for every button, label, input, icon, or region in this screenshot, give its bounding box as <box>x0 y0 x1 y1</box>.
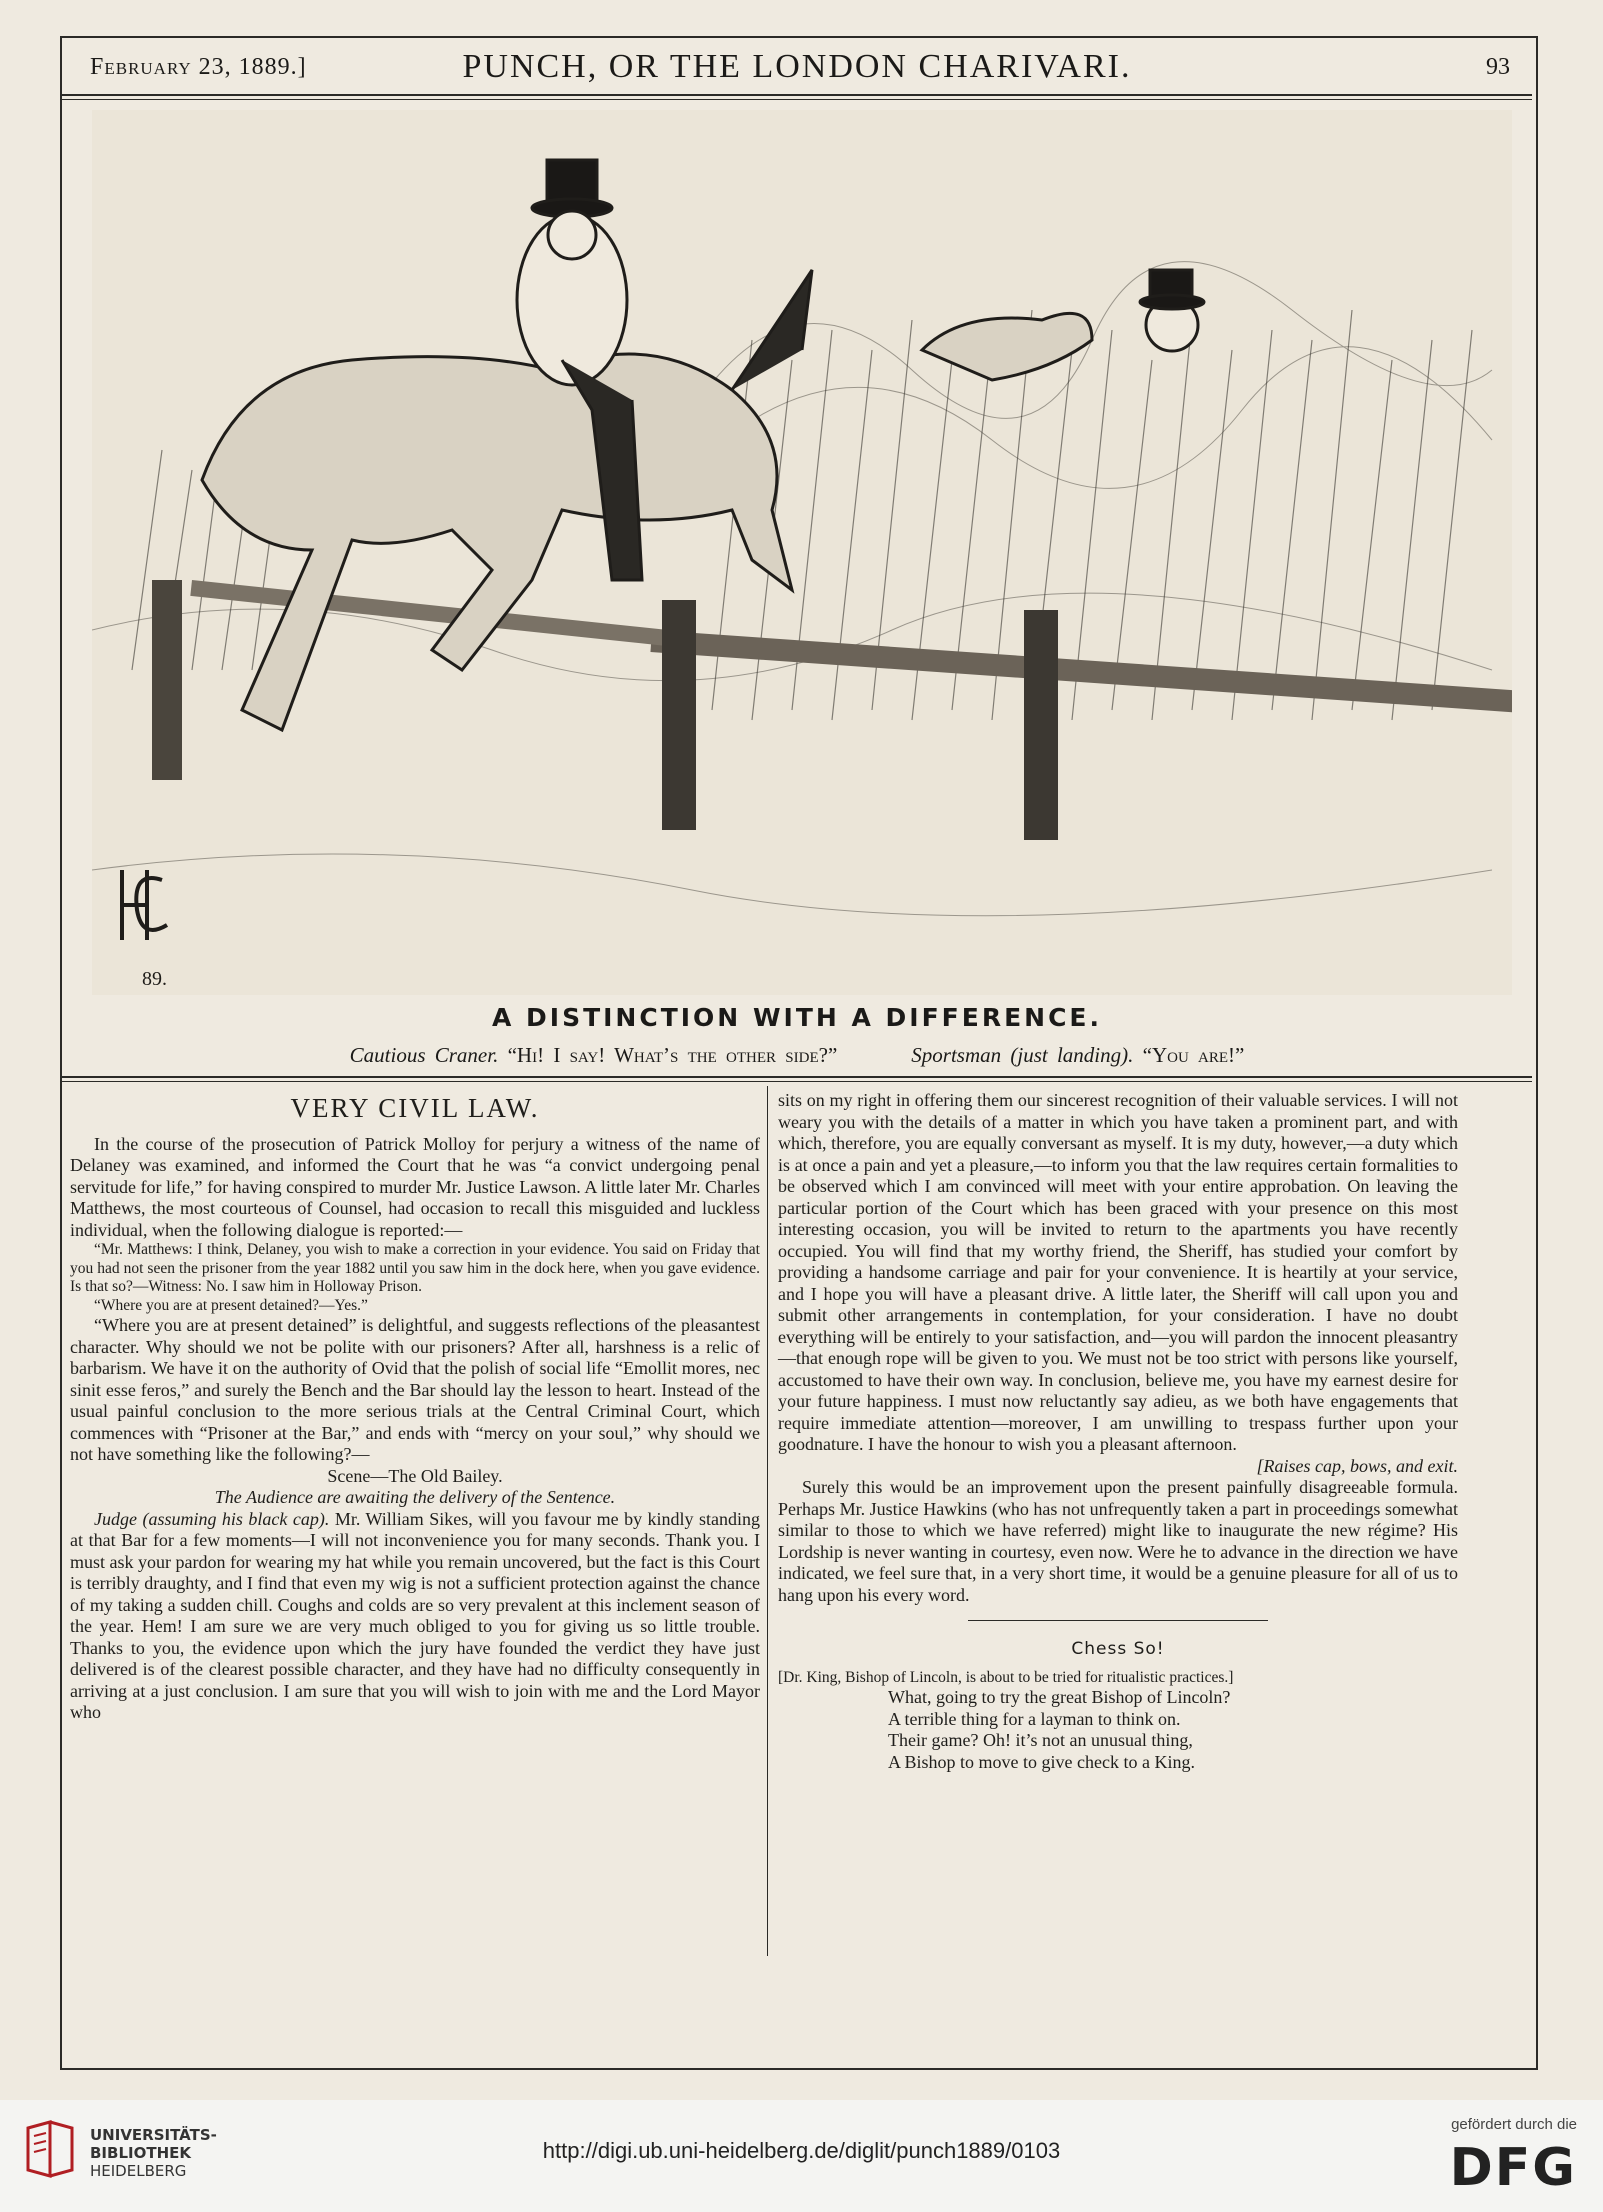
article-title: VERY CIVIL LAW. <box>290 1093 540 1123</box>
chess-note: [Dr. King, Bishop of Lincoln, is about to be tried for ritualistic practices.] <box>778 1668 1234 1686</box>
poem-line-2: A terrible thing for a layman to think on. <box>888 1708 1181 1729</box>
left-column <box>70 1090 760 1724</box>
library-line-3: HEIDELBERG <box>90 2162 187 2180</box>
artist-monogram <box>122 870 167 940</box>
article-quote-2: “Where you are at present detained?—Yes.” <box>94 1296 368 1314</box>
funded-by-label: gefördert durch die <box>1451 2116 1577 2133</box>
header-date: February 23, 1889.] <box>90 54 307 80</box>
header-rule <box>62 94 1532 96</box>
poem-line-3: Their game? Oh! it’s not an unusual thing, <box>888 1730 1193 1750</box>
library-line-1: UNIVERSITÄTS- <box>90 2126 217 2144</box>
exit-direction: [Raises cap, bows, and exit. <box>1256 1455 1458 1476</box>
library-line-2: BIBLIOTHEK <box>90 2144 191 2162</box>
scene-heading: Scene—The Old Bailey. <box>327 1465 503 1486</box>
judge-speech: Mr. William Sikes, will you favour me by kindly standing at that Bar for a few moments—I will not inconvenience you for many seconds. Thank you. I must ask your pardon for wearing my hat while you remain uncovered, but the fact is this Court is terribly draughty, and I find that even my wig is not a sufficient protection against the chance of my taking a sudden chill. Coughs and colds are so very prevalent at this inclement season of the year. Hem! I am sure we are very much obliged to you for giving us so little trouble. Thanks to you, the evidence upon which the jury have founded the verdict they have just delivered is of the clearest possible character, and they have had no difficulty consequently in arriving at a just conclusion. I am sure that you will wish to join with me and the Lord Mayor who <box>70 1508 761 1722</box>
article-paragraph-3 <box>70 1509 760 1724</box>
caption-right-speech: “You are!” <box>1142 1043 1245 1067</box>
article-paragraph-1: In the course of the prosecution of Patrick Molloy for perjury a witness of the name of Delaney was examined, and informed the Court that he was “a convict undergoing penal servitude for life,” for having conspired to murder Mr. Justice Lawson. A little later Mr. Charles Matthews, the most courteous of Counsel, had occasion to recall this misguided and luckless individual, when the following dialogue is reported:— <box>70 1133 760 1240</box>
section-rule <box>968 1620 1268 1621</box>
running-header <box>62 40 1532 96</box>
cartoon-illustration <box>92 110 1512 995</box>
chess-poem <box>888 1687 1458 1773</box>
chess-poem-title: Chess So! <box>1071 1639 1165 1659</box>
article-paragraph-5: Surely this would be an improvement upon the present painfully disagreeable formula. Perhaps Mr. Justice Hawkins (who has not unfrequently taken a part in proceedings somewhat similar to those to which we have referred) might like to inaugurate the new régime? His Lordship is never wanting in courtesy, even now. Were he to advance in the direction we have indicated, we feel sure that, in a very short time, it would be a genuine pleasure for all of us to hang upon his every word. <box>778 1477 1458 1605</box>
dfg-logo[interactable]: DFG <box>1449 2138 1577 2198</box>
article-quote-1: “Mr. Matthews: I think, Delaney, you wish to make a correction in your evidence. You said on Friday that you had not seen the prisoner from the year 1882 until you saw him in the dock here, when you gave evidence. Is that so?—Witness: No. I saw him in Holloway Prison. <box>70 1241 760 1295</box>
header-rule-thin <box>62 99 1532 100</box>
article-paragraph-4: sits on my right in offering them our sincerest recognition of their valuable services. I will not weary you with the details of a matter in which you have taken a prominent part, and with which, therefore, you are equally conversant as myself. It is my duty, however,—a duty which is at once a pain and yet a pleasure,—to inform you that the law requires certain formalities to be observed which I am convinced will meet with your entire approbation. On leaving the particular portion of the Court which has been graced with your presence on this most interesting occasion, you will be invited to return to the apartments you have recently occupied. You will find that my worthy friend, the Sheriff, has studied your comfort by providing a handsome carriage and pair for your convenience. It is heartily at your service, and I hope you will have a pleasant drive. A little later, the Sheriff will call upon you and submit other arrangements in contemplation, for your consideration. I have no doubt everything will be entirely to your satisfaction, and—you will pardon the innocent pleasantry—that enough rope will be given to you. We must not be too strict with persons like yourself, accustomed to have their own way. In conclusion, believe me, you have my earnest desire for your future happiness. I must now reluctantly say adieu, as we both have engagements that require immediate attention—moreover, I am unwilling to trespass further upon your goodnature. I have the honour to wish you a pleasant afternoon. <box>778 1090 1458 1454</box>
right-column <box>778 1090 1458 1773</box>
poem-line-1: What, going to try the great Bishop of Lincoln? <box>888 1687 1231 1707</box>
article-paragraph-2: “Where you are at present detained” is delightful, and suggests reflections of the pleasantest character. Why should we not be polite with our prisoners? After all, harshness is a relic of barbarism. We have it on the authority of Ovid that the polish of social life “Emollit mores, nec sinit esse feros,” and surely the Bench and the Bar should lay the lesson to heart. Instead of the usual painful conclusion to the more serious trials at the Central Criminal Court, which commences with “Prisoner at the Bar,” and ends with “mercy on your soul,” why should we not have something like the following?— <box>70 1315 760 1464</box>
caption-rule-thin <box>62 1081 1532 1082</box>
page-number: 93 <box>1486 54 1510 80</box>
monogram-year: 89. <box>142 968 167 990</box>
caption-left-speech: “Hi! I say! What’s the other side?” <box>507 1043 838 1067</box>
caption-right-speaker: Sportsman (just landing). <box>911 1043 1134 1067</box>
cartoon-title: A DISTINCTION WITH A DIFFERENCE. <box>491 1003 1103 1032</box>
stage-direction: The Audience are awaiting the delivery of the Sentence. <box>214 1487 616 1507</box>
column-rule <box>767 1086 768 1956</box>
poem-line-4: A Bishop to move to give check to a King. <box>888 1751 1195 1772</box>
hunting-scene-drawing <box>92 110 1512 995</box>
header-title: PUNCH, OR THE LONDON CHARIVARI. <box>462 48 1132 85</box>
judge-tag: Judge (assuming his black cap). <box>94 1508 330 1529</box>
permalink-url[interactable]: http://digi.ub.uni-heidelberg.de/diglit/punch1889/0103 <box>542 2138 1061 2163</box>
cautious-craner <box>922 270 1204 380</box>
caption-left-speaker: Cautious Craner. <box>349 1043 499 1067</box>
cartoon-caption <box>62 1043 1532 1068</box>
caption-rule <box>62 1076 1532 1078</box>
